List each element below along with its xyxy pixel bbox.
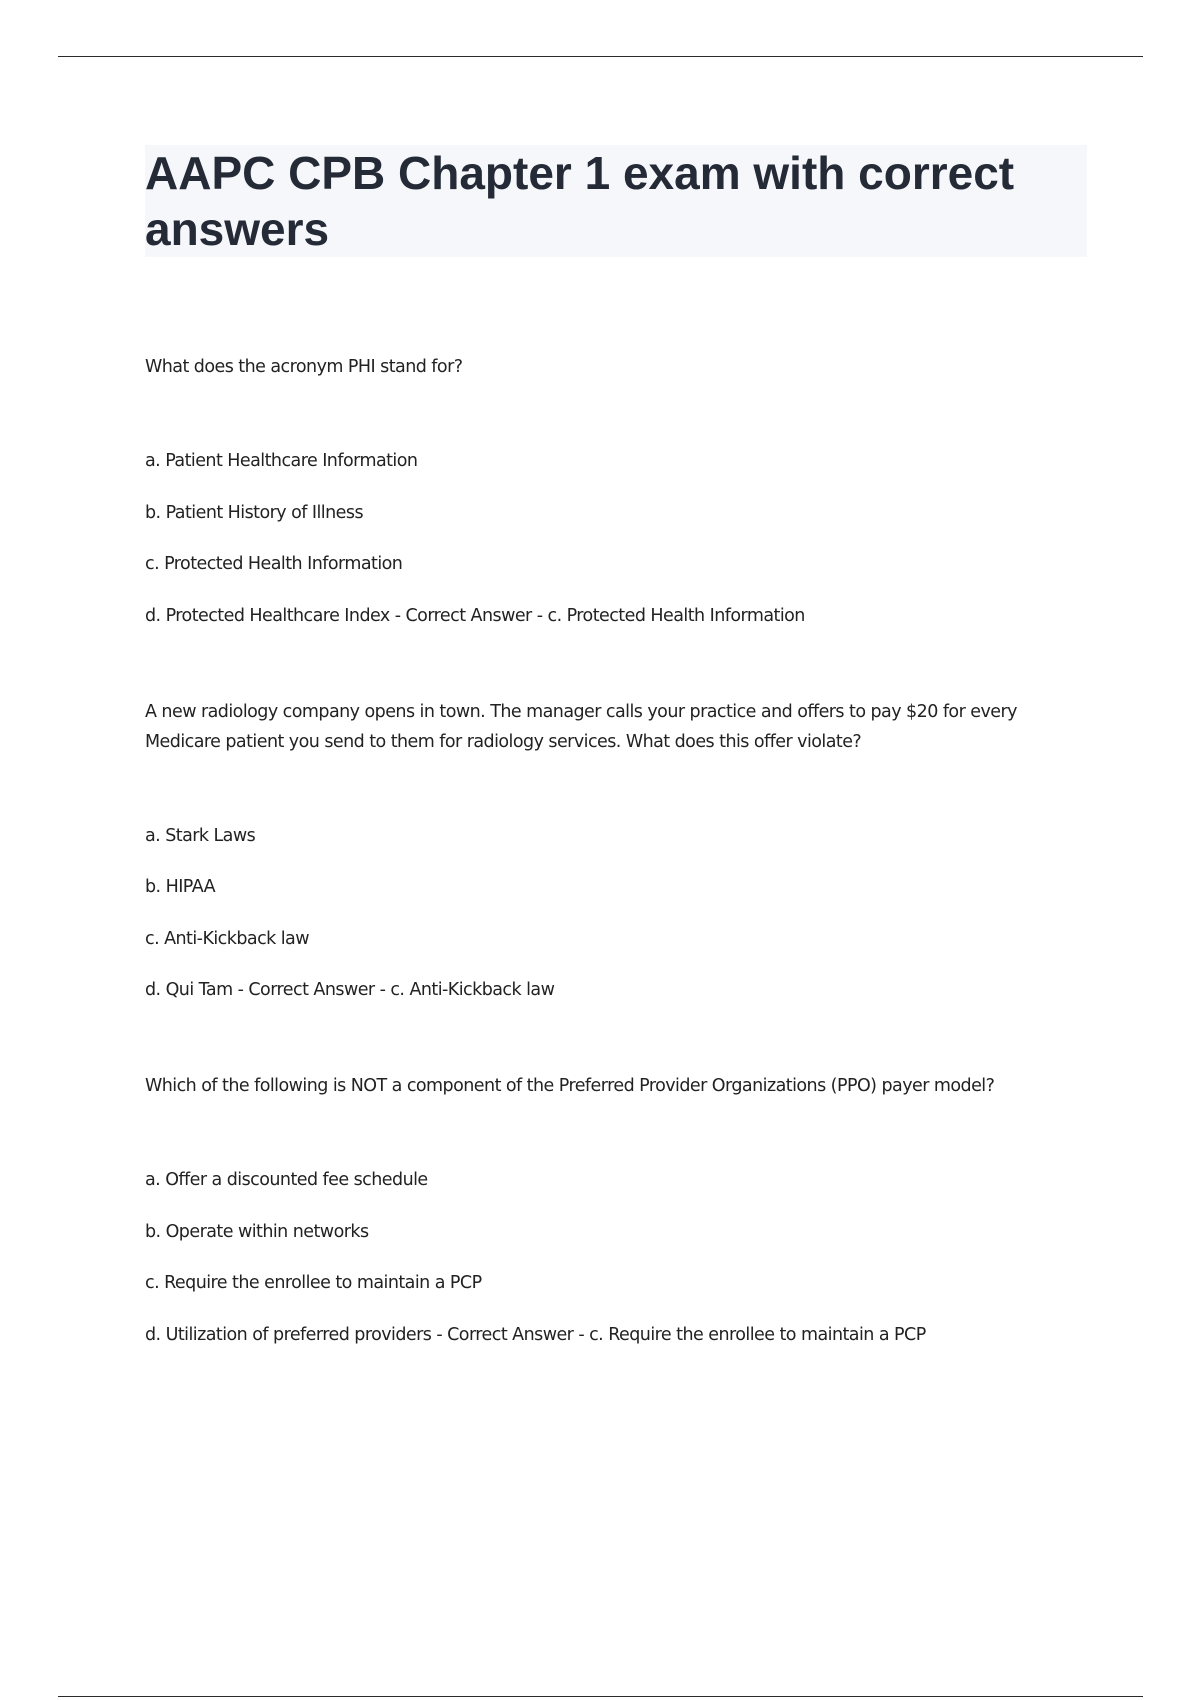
answer-option: a. Stark Laws bbox=[145, 825, 256, 846]
question-block bbox=[145, 352, 1085, 631]
answer-option-with-correct-answer: d. Protected Healthcare Index - Correct Answer - c. Protected Health Information bbox=[145, 605, 805, 626]
question-block bbox=[145, 697, 1085, 1006]
header-rule bbox=[58, 56, 1143, 57]
question-text: What does the acronym PHI stand for? bbox=[145, 357, 463, 377]
answer-option: c. Protected Health Information bbox=[145, 554, 403, 574]
answer-option: c. Require the enrollee to maintain a PCP bbox=[145, 1273, 482, 1293]
answer-option: c. Anti-Kickback law bbox=[145, 928, 309, 949]
document-title: AAPC CPB Chapter 1 exam with correct answers bbox=[145, 147, 1015, 255]
answer-options bbox=[145, 821, 1085, 1006]
question-text: A new radiology company opens in town. The manager calls your practice and offers to pay $20 for every Medicare patient you send to them for radiology services. What does this offer violate? bbox=[145, 701, 1017, 752]
answer-option-with-correct-answer: d. Qui Tam - Correct Answer - c. Anti-Kickback law bbox=[145, 980, 555, 1000]
question-list bbox=[145, 352, 1085, 1350]
question-text: Which of the following is NOT a component of the Preferred Provider Organizations (PPO) payer model? bbox=[145, 1076, 995, 1096]
answer-option: b. Patient History of Illness bbox=[145, 502, 364, 523]
answer-options bbox=[145, 1165, 1085, 1350]
question-block bbox=[145, 1071, 1085, 1350]
answer-option: a. Offer a discounted fee schedule bbox=[145, 1170, 428, 1190]
answer-options bbox=[145, 446, 1085, 631]
answer-option: b. HIPAA bbox=[145, 877, 216, 897]
answer-option: a. Patient Healthcare Information bbox=[145, 451, 418, 471]
footer-rule bbox=[58, 1696, 1143, 1697]
answer-option: b. Operate within networks bbox=[145, 1221, 369, 1242]
answer-option-with-correct-answer: d. Utilization of preferred providers - Correct Answer - c. Require the enrollee to maintain a PCP bbox=[145, 1324, 926, 1345]
